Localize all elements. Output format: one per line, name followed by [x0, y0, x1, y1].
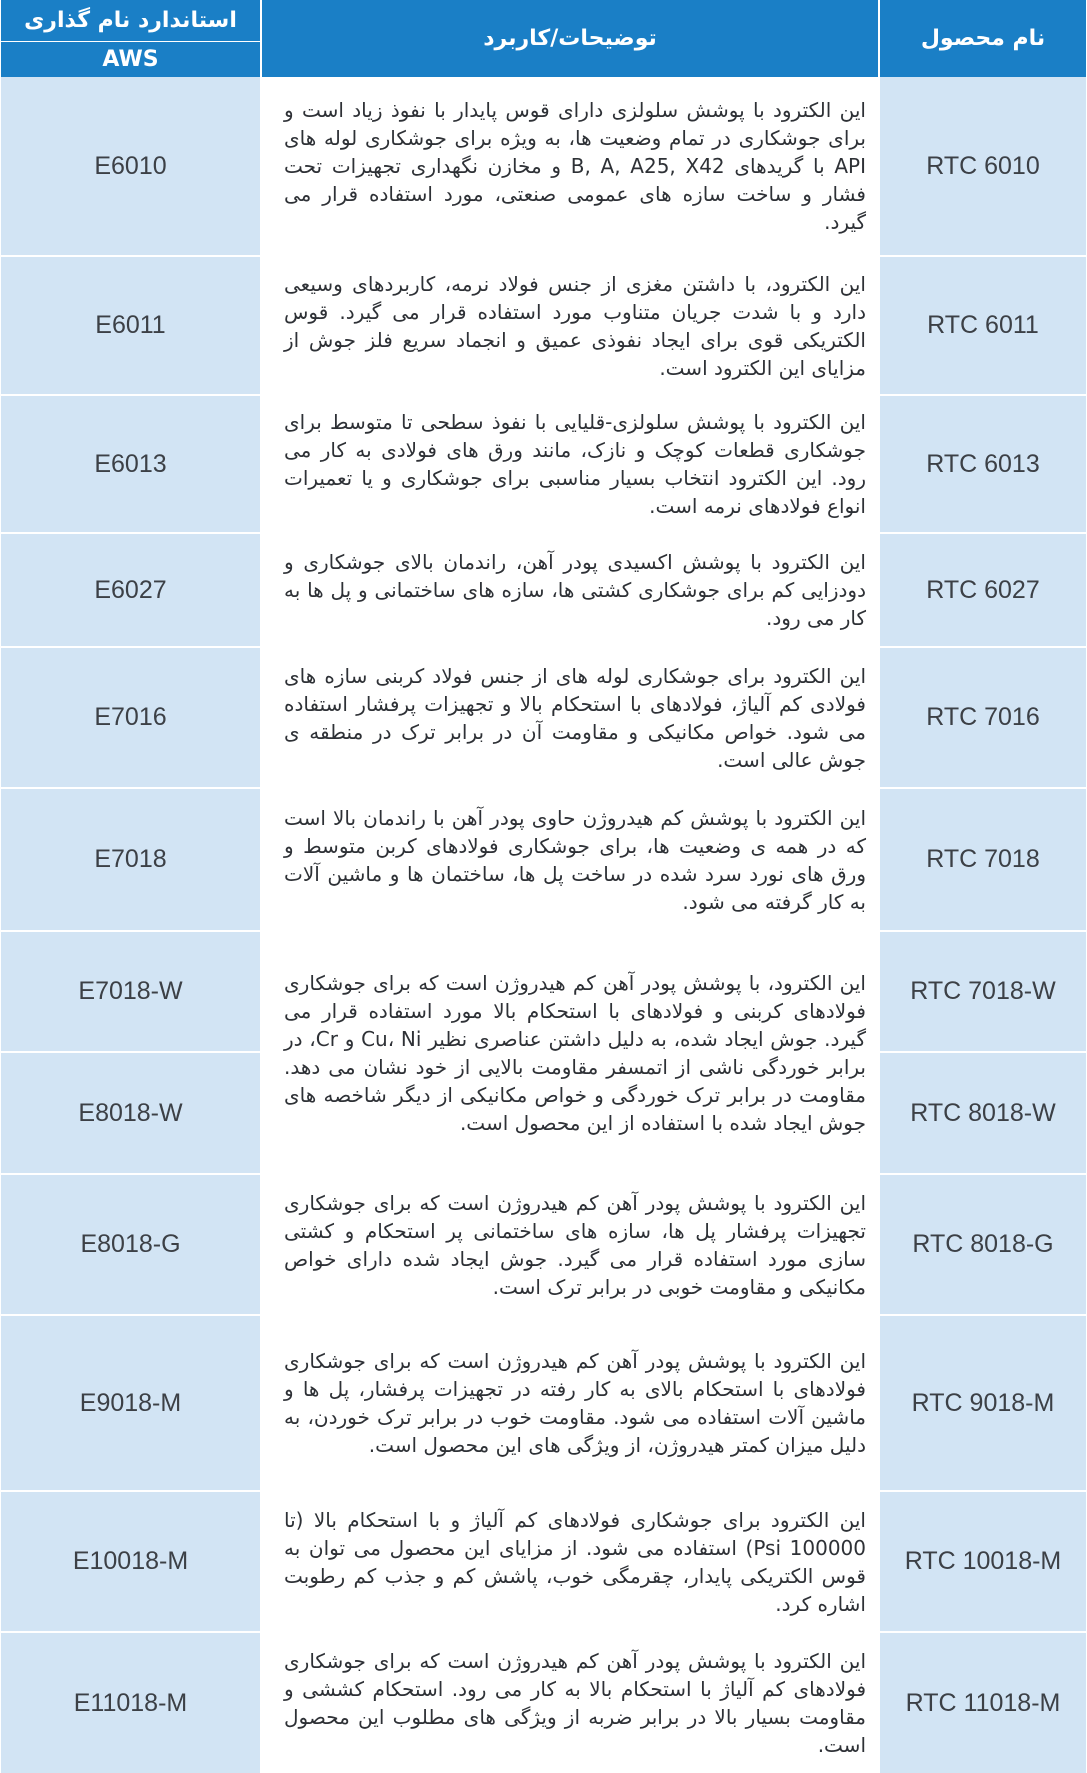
product-name-cell: RTC 8018-W	[879, 1051, 1087, 1173]
description-cell: این الکترود با پوشش کم هیدروژن حاوی پودر آهن با راندمان بالا است که در همه ی وضعیت ها، برای جوشکاری فولادهای کربن متوسط و ورق های نورد سرد شده در ساخت پل ها، ساختمان ها و ماشین آلات به کار گرفته می شود.	[261, 787, 879, 930]
product-name-cell: RTC 9018-M	[879, 1314, 1087, 1490]
product-name-cell: RTC 6013	[879, 394, 1087, 532]
table-row	[0, 1631, 1087, 1773]
product-name-cell: RTC 6011	[879, 255, 1087, 394]
product-name-cell: RTC 8018-G	[879, 1173, 1087, 1314]
table-row	[0, 930, 1087, 1051]
product-name-cell: RTC 7016	[879, 646, 1087, 787]
header-description: توضیحات/کاربرد	[261, 0, 879, 77]
header-product-name: نام محصول	[879, 0, 1087, 77]
description-cell: این الکترود، با داشتن مغزی از جنس فولاد نرمه، کاربردهای وسیعی دارد و با شدت جریان متناوب مورد استفاده قرار می گیرد. قوس الکتریکی قوی برای ایجاد نفوذی عمیق و انجماد سریع فلز جوش از مزایای این الکترود است.	[261, 255, 879, 394]
header-row	[0, 0, 1087, 77]
standard-cell: E7018-W	[0, 930, 261, 1051]
table-row	[0, 255, 1087, 394]
product-name-cell: RTC 10018-M	[879, 1490, 1087, 1631]
standard-cell: E6011	[0, 255, 261, 394]
header-standard	[0, 0, 261, 77]
table-row	[0, 787, 1087, 930]
product-name-cell: RTC 6027	[879, 532, 1087, 646]
product-name-cell: RTC 7018-W	[879, 930, 1087, 1051]
standard-cell: E6013	[0, 394, 261, 532]
description-cell: این الکترود با پوشش سلولزی-قلیایی با نفوذ سطحی تا متوسط برای جوشکاری قطعات کوچک و نازک، مانند ورق های فولادی به کار می رود. این الکترود انتخاب بسیار مناسبی برای جوشکاری و یا تعمیرات انواع فولادهای نرمه است.	[261, 394, 879, 532]
description-cell: این الکترود با پوشش اکسیدی پودر آهن، راندمان بالای جوشکاری و دودزایی کم برای جوشکاری کشتی ها، سازه های ساختمانی و پل ها به کار می رود.	[261, 532, 879, 646]
table-row	[0, 646, 1087, 787]
product-name-cell: RTC 7018	[879, 787, 1087, 930]
description-cell: این الکترود با پوشش پودر آهن کم هیدروژن است که برای جوشکاری تجهیزات پرفشار پل ها، سازه های ساختمانی پر استحکام و کشتی سازی مورد استفاده قرار می گیرد. جوش ایجاد شده دارای خواص مکانیکی و مقاومت خوبی در برابر ترک است.	[261, 1173, 879, 1314]
header-standard-title: استاندارد نام گذاری	[1, 0, 260, 42]
table-row	[0, 1314, 1087, 1490]
table-row	[0, 394, 1087, 532]
description-cell: این الکترود، با پوشش پودر آهن کم هیدروژن است که برای جوشکاری فولادهای کربنی و فولادهای با استحکام بالا مورد استفاده قرار می گیرد. جوش ایجاد شده، به دلیل داشتن عناصری نظیر Cu، Ni و Cr، در برابر خوردگی ناشی از اتمسفر مقاومت بالایی از خود نشان می دهد. مقاومت در برابر ترک خوردگی و خواص مکانیکی از دیگر شاخصه های جوش ایجاد شده با استفاده از این محصول است.	[261, 930, 879, 1173]
product-name-cell: RTC 11018-M	[879, 1631, 1087, 1773]
standard-cell: E10018-M	[0, 1490, 261, 1631]
description-cell: این الکترود با پوشش پودر آهن کم هیدروژن است که برای جوشکاری فولادهای با استحکام بالای به کار رفته در تجهیزات پرفشار، پل ها و ماشین آلات استفاده می شود. مقاومت خوب در برابر ترک خوردن، به دلیل میزان کمتر هیدروژن، از ویژگی های این محصول است.	[261, 1314, 879, 1490]
table-row	[0, 532, 1087, 646]
description-cell: این الکترود با پوشش پودر آهن کم هیدروژن است که برای جوشکاری فولادهای کم آلیاژ با استحکام بالا به کار می رود. استحکام کششی و مقاومت بسیار بالا در برابر ضربه از ویژگی های مطلوب این محصول است.	[261, 1631, 879, 1773]
header-standard-aws: AWS	[102, 47, 159, 72]
standard-cell: E7016	[0, 646, 261, 787]
standard-cell: E6027	[0, 532, 261, 646]
table-row	[0, 1173, 1087, 1314]
standard-cell: E8018-G	[0, 1173, 261, 1314]
description-cell: این الکترود با پوشش سلولزی دارای قوس پایدار با نفوذ زیاد است و برای جوشکاری در تمام وضعیت ها، به ویژه برای جوشکاری لوله های API با گریدهای B, A, A25, X42 و مخازن نگهداری تجهیزات تحت فشار و ساخت سازه های عمومی صنعتی، مورد استفاده قرار می گیرد.	[261, 77, 879, 255]
standard-cell: E11018-M	[0, 1631, 261, 1773]
description-cell: این الکترود برای جوشکاری فولادهای کم آلیاژ و با استحکام بالا (تا 100000 Psi) استفاده می شود. از مزایای این محصول می توان به قوس الکتریکی پایدار، چقرمگی خوب، پاشش کم و جذب کم رطوبت اشاره کرد.	[261, 1490, 879, 1631]
standard-cell: E8018-W	[0, 1051, 261, 1173]
standard-cell: E7018	[0, 787, 261, 930]
product-name-cell: RTC 6010	[879, 77, 1087, 255]
table-row	[0, 1490, 1087, 1631]
table-row	[0, 77, 1087, 255]
description-cell: این الکترود برای جوشکاری لوله های از جنس فولاد کربنی سازه های فولادی کم آلیاژ، فولادهای با استحکام بالا و تجهیزات پرفشار استفاده می شود. خواص مکانیکی و مقاومت آن در برابر ترک در منطقه ی جوش عالی است.	[261, 646, 879, 787]
standard-cell: E9018-M	[0, 1314, 261, 1490]
standard-cell: E6010	[0, 77, 261, 255]
